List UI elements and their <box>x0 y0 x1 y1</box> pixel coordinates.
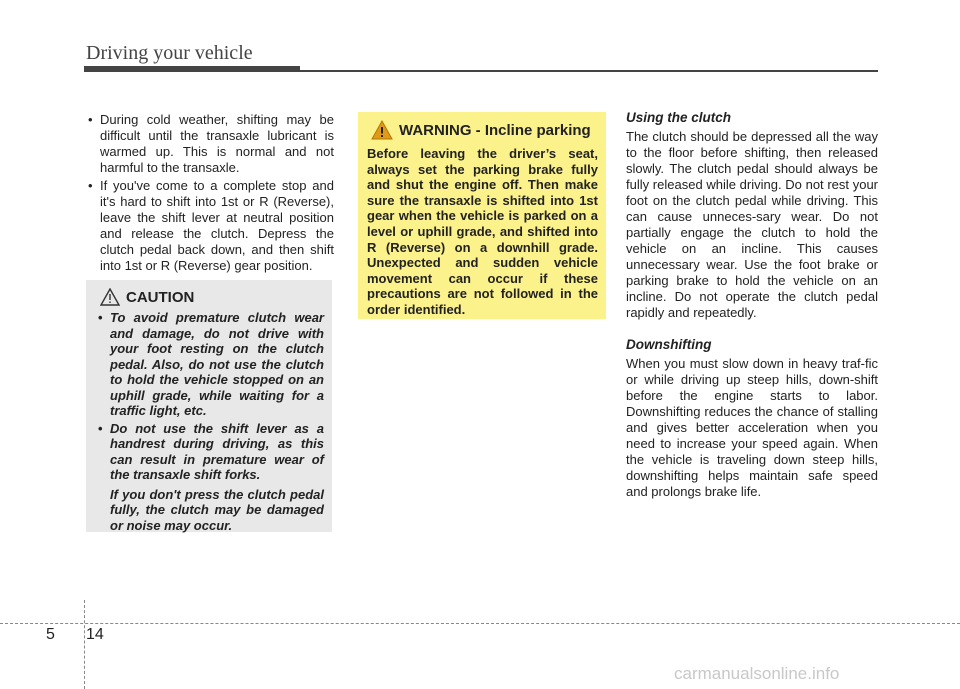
footer-divider <box>0 623 960 624</box>
section-heading: Using the clutch <box>626 110 732 125</box>
section-heading: Downshifting <box>626 337 712 352</box>
bullet-item: • If you've come to a complete stop and it's hard to shift into 1st or R (Reverse), leave the shift lever at neutral position and release the clutch. Depress the clutch pedal back down, and then shift into 1st or R (Reverse) gear position. <box>86 178 334 274</box>
watermark-text: carmanualsonline.info <box>674 664 840 683</box>
page-header-title: Driving your vehicle <box>86 42 253 64</box>
bullet-item: • During cold weather, shifting may be difficult until the transaxle lubricant is warmed up. This is normal and not harmful to the transaxle. <box>86 112 334 176</box>
header-rule-thick <box>84 66 300 72</box>
bullet-list <box>86 112 334 274</box>
page-section-number: 5 <box>46 626 55 643</box>
caution-triangle-icon <box>100 288 120 306</box>
caution-item: • Do not use the shift lever as a handrest during driving, as this can result in premature wear of the transaxle shift forks. <box>96 421 324 483</box>
caution-header <box>100 288 324 306</box>
caution-title: CAUTION <box>126 288 195 306</box>
header-rule-thin <box>300 70 878 72</box>
page-number: 14 <box>86 626 104 643</box>
section-text: When you must slow down in heavy traf-fic or while driving up steep hills, down-shift before the engine starts to labor. Downshifting reduces the chance of stalling and gives better acceleration when you need to increase your speed again. When the vehicle is traveling down steep hills, downshifting helps maintain safe speed and prolongs brake life. <box>626 356 878 499</box>
warning-title <box>399 122 591 139</box>
caution-box <box>86 280 332 532</box>
section-text: The clutch should be depressed all the way to the floor before shifting, then released slowly. The clutch pedal should always be fully released while driving. Do not rest your foot on the clutch pedal while driving. This can cause unneces-sary wear. Do not partially engage the clutch to hold the vehicle on an incline. This causes unnecessary wear. Use the foot brake or parking brake to hold the vehicle on an incline. Do not operate the clutch pedal rapidly and repeatedly. <box>626 129 878 320</box>
right-column <box>626 110 878 516</box>
warning-triangle-icon <box>371 120 393 140</box>
warning-title-rest: - Incline parking <box>471 121 591 139</box>
caution-item: • To avoid premature clutch wear and damage, do not drive with your foot resting on the clutch pedal. Also, do not use the clutch to hold the vehicle stopped on an uphill grade, while waiting for a traffic light, etc. <box>96 310 324 419</box>
footer-vertical-divider <box>84 600 85 689</box>
caution-note: If you don't press the clutch pedal fully, the clutch may be damaged or noise may occur. <box>110 486 324 533</box>
left-column <box>86 112 334 276</box>
warning-title-strong: WARNING <box>399 121 472 139</box>
warning-header <box>371 120 598 140</box>
warning-box <box>358 112 606 319</box>
warning-body: Before leaving the driver’s seat, always set the parking brake fully and shut the engine off. Then make sure the transaxle is shifted into 1st gear when the vehicle is parked on a level or uphill grade, and shifted into R (Reverse) on a downhill grade. Unexpected and sudden vehicle movement can occur if these precautions are not followed in the order identified. <box>367 146 598 317</box>
